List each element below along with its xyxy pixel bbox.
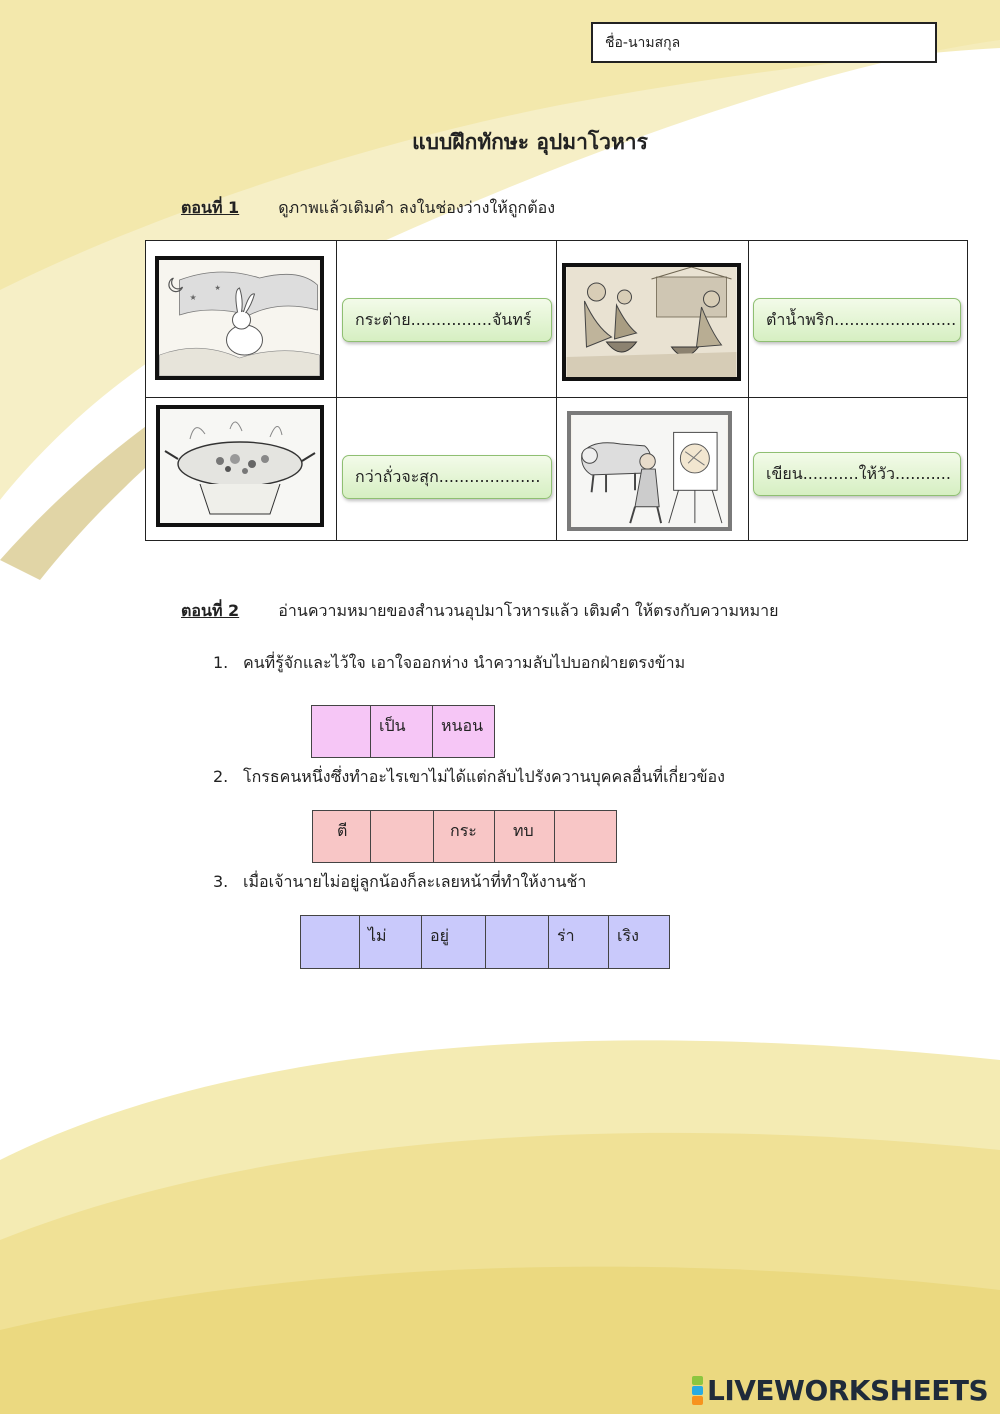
logo-block bbox=[692, 1376, 703, 1385]
word-cell: หนอน bbox=[433, 706, 494, 757]
word-cell: เป็น bbox=[371, 706, 433, 757]
word-cell[interactable] bbox=[371, 811, 434, 862]
part1-instruction: ดูภาพแล้วเติมคำ ลงในช่องว่างให้ถูกต้อง bbox=[278, 198, 556, 217]
question-3: 3. เมื่อเจ้านายไม่อยู่ลูกน้องก็ละเลยหน้าที่ทำให้งานช้า bbox=[213, 872, 587, 891]
part2-instruction: อ่านความหมายของสำนวนอุปมาโวหารแล้ว เติมคำ ให้ตรงกับความหมาย bbox=[278, 601, 779, 620]
worksheet-title: แบบฝึกทักษะ อุปมาโวหาร bbox=[412, 130, 648, 154]
word-cell[interactable] bbox=[555, 811, 616, 862]
logo-block bbox=[692, 1396, 703, 1405]
word-cell: ไม่ bbox=[360, 916, 422, 968]
name-field[interactable] bbox=[591, 22, 937, 63]
question-1: 1. คนที่รู้จักและไว้ใจ เอาใจออกห่าง นำความลับไปบอกฝ่ายตรงข้าม bbox=[213, 653, 686, 672]
pounding-chili-picture bbox=[562, 263, 741, 381]
painting-cow-picture bbox=[567, 411, 732, 531]
logo-text: LIVEWORKSHEETS bbox=[707, 1373, 989, 1407]
word-cell: ทบ bbox=[495, 811, 555, 862]
liveworksheets-logo bbox=[692, 1372, 988, 1408]
word-cell: เริง bbox=[609, 916, 669, 968]
rabbit-moon-picture bbox=[155, 256, 324, 380]
name-field-label: ชื่อ-นามสกุล bbox=[605, 35, 681, 51]
frying-pan-picture bbox=[156, 405, 324, 527]
word-cell: ร่า bbox=[549, 916, 609, 968]
word-cell[interactable] bbox=[301, 916, 360, 968]
part2-label: ตอนที่ 2 bbox=[181, 601, 240, 620]
answer-field-1[interactable]: กระต่าย................จันทร์ bbox=[342, 298, 552, 342]
answer-row-2 bbox=[312, 810, 617, 863]
part1-label: ตอนที่ 1 bbox=[181, 198, 240, 217]
answer-field-4[interactable]: เขียน...........ให้วัว........... bbox=[753, 452, 961, 496]
word-cell: ตี bbox=[313, 811, 371, 862]
question-2: 2. โกรธคนหนึ่งซึ่งทำอะไรเขาไม่ได้แต่กลับไปรังควานบุคคลอื่นที่เกี่ยวข้อง bbox=[213, 767, 725, 786]
answer-field-3[interactable]: กว่าถั่วจะสุก.................... bbox=[342, 455, 552, 499]
picture-answer-grid bbox=[145, 240, 968, 541]
word-cell[interactable] bbox=[486, 916, 549, 968]
word-cell: อยู่ bbox=[422, 916, 486, 968]
answer-row-3 bbox=[300, 915, 670, 969]
answer-row-1 bbox=[311, 705, 495, 758]
word-cell[interactable] bbox=[312, 706, 371, 757]
answer-field-2[interactable]: ตำน้ำพริก........................ bbox=[753, 298, 961, 342]
svg-text:★: ★ bbox=[189, 293, 197, 302]
word-cell: กระ bbox=[434, 811, 495, 862]
part1-heading bbox=[181, 196, 555, 221]
logo-mark-icon bbox=[692, 1376, 703, 1405]
logo-block bbox=[692, 1386, 703, 1395]
part2-heading bbox=[181, 599, 779, 624]
svg-text:★: ★ bbox=[214, 284, 221, 292]
